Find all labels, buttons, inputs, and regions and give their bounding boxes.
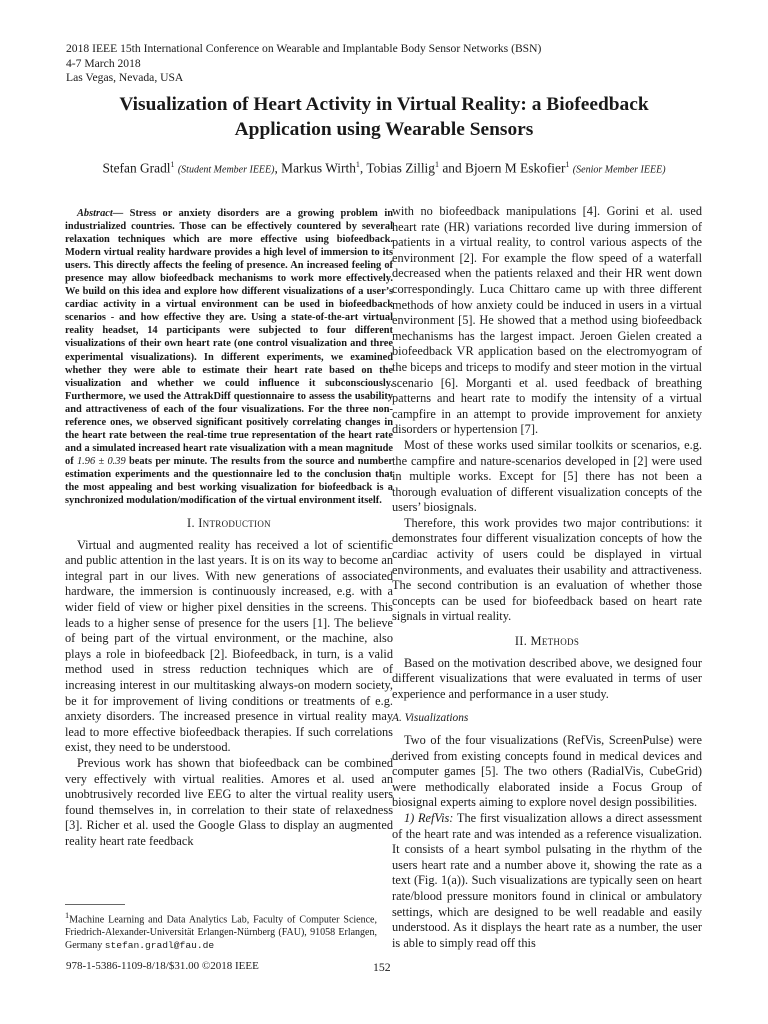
author-3: , Tobias Zillig bbox=[359, 160, 435, 176]
author-1-membership: (Student Member IEEE) bbox=[177, 164, 275, 176]
title-line-1: Visualization of Heart Activity in Virtual Reality: a Biofeedback bbox=[119, 94, 649, 115]
conference-dates: 4-7 March 2018 bbox=[66, 56, 141, 70]
related-work-paragraph-1: with no biofeedback manipulations [4]. Gorini et al. used heart rate (HR) variations recorded live during immersion of patients in a virtual reality, to control various aspects of the environment [2]. For example the flow speed of a waterfall decreased when the patients relaxed and their HR went down correspondingly. Luca Chittaro came up with three different methods of how anxiety could be induced in users in a virtual environment [5]. He showed that a method using biofeedback mechanisms has the largest impact. Jeroen Gielen created a biofeedback VR application based on the electromyogram of the biceps and triceps to modify and steer motion in the virtual scenario [6]. Morganti et al. used feedback of breathing patterns and heart rate to modify the intensity of a virtual campfire in an attempt to provide improvement for anxiety disorders or hypertension [7]. bbox=[392, 204, 702, 437]
conference-location: Las Vegas, Nevada, USA bbox=[66, 71, 184, 84]
author-2: , Markus Wirth bbox=[274, 160, 356, 176]
copyright-line: 978-1-5386-1109-8/18/$31.00 ©2018 IEEE bbox=[66, 960, 259, 972]
subsection-visualizations-title: A. Visualizations bbox=[392, 712, 469, 725]
author-list bbox=[40, 160, 728, 176]
section-introduction-title: I. Introduction bbox=[187, 516, 271, 531]
methods-paragraph: Based on the motivation described above, we designed four different visualizations that were evaluated in terms of user experience and performance in a user study. bbox=[392, 655, 702, 701]
author-4-affiliation: 1 bbox=[565, 160, 570, 169]
visualizations-paragraph: Two of the four visualizations (RefVis, ScreenPulse) were derived from existing concepts found in medical devices and computer games [5]. The two others (RadialVis, CubeGrid) were methodically elaborated inside a Focus Group of biosignal experts aiming to explore novel design possibilities. bbox=[392, 733, 702, 810]
related-work-paragraph-2: Most of these works used similar toolkits or scenarios, e.g. the campfire and nature-scenarios developed in [2] were used in multiple works. Except for [5] there has not been a thorough evaluation of different visualization concepts of the users’ biosignals. bbox=[392, 437, 702, 515]
abstract-text-1: Stress or anxiety disorders are a growing problem in industrialized countries. Those can be effectively countered by several relaxation techniques which are more effective using biofeedback. Modern virtual reality hardware provides a high level of immersion to its users. This directly affects the feeling of presence. An increased feeling of presence may allow biofeedback mechanisms to work more effectively. We build on this idea and explore how different visualizations of a user’s cardiac activity in a virtual environment can be used in biofeedback scenarios - and how effective they are. Using a state-of-the-art virtual reality headset, 14 participants were subjected to four different visualizations of their own heart rate (one control visualization and three experimental visualizations). In different experiments, we examined whether they were able to estimate their heart rate based on the visualization and whether we could influence it subconsciously. Furthermore, we used the AttrakDiff questionnaire to assess the usability and attractiveness of each of the four visualizations. For the three non-reference ones, we observed significant positively correlating changes in the heart rate between the real-time true representation of the heart rate and a simulated increased heart rate visualization with a mean magnitude of bbox=[65, 208, 393, 467]
title-line-2: Application using Wearable Sensors bbox=[234, 119, 534, 140]
section-methods-title: II. Methods bbox=[514, 634, 580, 649]
author-1: Stefan Gradl bbox=[102, 160, 171, 176]
page-number: 152 bbox=[373, 960, 391, 974]
affiliation-footnote bbox=[65, 910, 377, 952]
footnote-marker: 1 bbox=[65, 911, 70, 920]
conference-header bbox=[66, 42, 541, 86]
intro-paragraph-1: Virtual and augmented reality has received a lot of scientific and public attention in the last years. It is on its way to become an integral part in our lives. With new generations of associated hardware, the immersion is continuously increased, e.g. with a wider field of view or higher pixel densities in the screens. This leads to a higher sense of presence for the users [1]. The believe of being part of the virtual environment, or the machine, also plays a role in biofeedback [2]. Biofeedback, in turn, is a valid method used in stress reduction techniques which are of increasing interest in our multitasking always-on modern society, be it for improvement of living conditions or treatments of e.g. anxiety disorders. The increased presence in virtual reality may lead to more effective biofeedback therapies. If such correlations exist, they need to be understood. bbox=[65, 537, 393, 755]
contributions-paragraph: Therefore, this work provides two major contributions: it demonstrates four different visualization concepts of how the cardiac activity of users could be displayed in virtual environments, and evaluates their usability and attractiveness. The second contribution is an evaluation of whether those concepts can be used for biofeedback based on heart rate signals in virtual reality. bbox=[392, 515, 702, 624]
abstract-math: 1.96 ± 0.39 bbox=[76, 455, 126, 467]
abstract-text-2: beats per minute. The results from the source and number estimation experiments and the questionnaire led to the conclusion that the most appealing and best working visualization for biofeedback is a synchronized modulation/modification of the virtual environment itself. bbox=[65, 455, 393, 507]
author-2-affiliation: 1 bbox=[355, 160, 360, 169]
author-3-affiliation: 1 bbox=[434, 160, 439, 169]
author-4-membership: (Senior Member IEEE) bbox=[572, 164, 666, 176]
paper-title bbox=[40, 92, 728, 142]
abstract-dash: — bbox=[112, 208, 124, 219]
author-1-affiliation: 1 bbox=[170, 160, 175, 169]
author-4: and Bjoern M Eskofier bbox=[438, 160, 566, 176]
author-email: stefan.gradl@fau.de bbox=[104, 939, 215, 951]
refvis-paragraph bbox=[392, 811, 702, 951]
right-column bbox=[392, 204, 702, 951]
abstract-label: Abstract bbox=[77, 208, 113, 219]
intro-paragraph-2: Previous work has shown that biofeedback can be combined very effectively with virtual realities. Amores et al. used an unobtrusively recorded live EEG to alter the virtual reality users found themselves in, in correlation to their state of relaxedness [3]. Richer et al. used the Google Glass to display an augmented reality heart rate feedback bbox=[65, 755, 393, 848]
left-column bbox=[65, 207, 393, 850]
abstract bbox=[65, 207, 393, 507]
refvis-text: The first visualization allows a direct assessment of the heart rate and was intended as a reference visualization. It consists of a heart symbol pulsating in the rhythm of the users heart rate and a number above it, showing the rate as a text (Fig. 1(a)). Such visualizations are typically seen on heart rate/blood pressure monitors found in clinical or ambulatory settings, which are designed to be well readable and easily understood. As it displays the heart rate as a number, the user is able to simply read off this bbox=[392, 810, 702, 950]
refvis-label: 1) RefVis: bbox=[404, 810, 454, 825]
conference-name: 2018 IEEE 15th International Conference on Wearable and Implantable Body Sensor Networks (BSN) bbox=[66, 42, 542, 55]
footnote-text: Machine Learning and Data Analytics Lab, Faculty of Computer Science, Friedrich-Alexander-Universität Erlangen-Nürnberg (FAU), 91058 Erlangen, Germany bbox=[65, 914, 377, 951]
footnote-divider bbox=[65, 904, 125, 905]
